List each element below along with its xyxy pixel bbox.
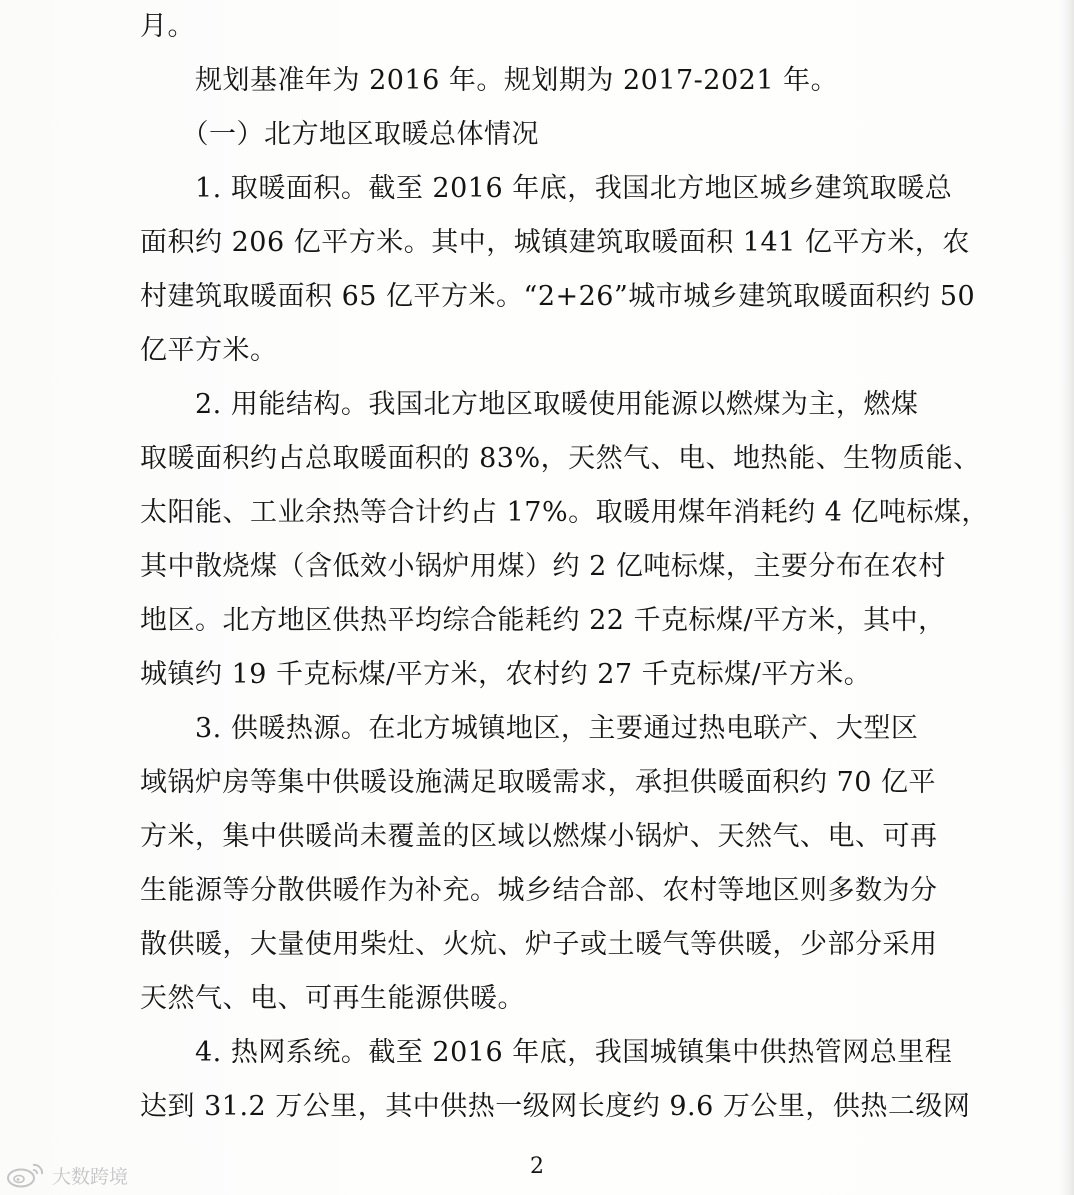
page-edge-shadow (1058, 0, 1074, 1195)
text-line: 取暖面积约占总取暖面积的 83%，天然气、电、地热能、生物质能、 (140, 443, 981, 474)
section-heading: （一）北方地区取暖总体情况 (140, 119, 539, 150)
text-line: 村建筑取暖面积 65 亿平方米。“2+26”城市城乡建筑取暖面积约 50 (140, 281, 976, 312)
text-line: 方米，集中供暖尚未覆盖的区域以燃煤小锅炉、天然气、电、可再 (140, 821, 938, 852)
text-line: 月。 (140, 11, 195, 42)
text-line: 3. 供暖热源。在北方城镇地区，主要通过热电联产、大型区 (140, 713, 919, 744)
text-line: 城镇约 19 千克标煤/平方米，农村约 27 千克标煤/平方米。 (140, 659, 872, 690)
text-line: 太阳能、工业余热等合计约占 17%。取暖用煤年消耗约 4 亿吨标煤， (140, 497, 989, 528)
weibo-style-logo-icon (6, 1162, 46, 1188)
text-line: 4. 热网系统。截至 2016 年底，我国城镇集中供热管网总里程 (140, 1037, 953, 1068)
text-line: 生能源等分散供暖作为补充。城乡结合部、农村等地区则多数为分 (140, 875, 938, 906)
text-line: 2. 用能结构。我国北方地区取暖使用能源以燃煤为主，燃煤 (140, 389, 919, 420)
page-number: 2 (530, 1154, 544, 1179)
text-line: 亿平方米。 (140, 335, 278, 366)
text-line: 面积约 206 亿平方米。其中，城镇建筑取暖面积 141 亿平方米，农 (140, 227, 970, 258)
text-line: 天然气、电、可再生能源供暖。 (140, 983, 525, 1014)
watermark (6, 1160, 128, 1190)
text-line: 达到 31.2 万公里，其中供热一级网长度约 9.6 万公里，供热二级网 (140, 1091, 971, 1122)
text-line: 规划基准年为 2016 年。规划期为 2017-2021 年。 (140, 65, 839, 96)
text-line: 散供暖，大量使用柴灶、火炕、炉子或土暖气等供暖，少部分采用 (140, 929, 938, 960)
watermark-text: 大数跨境 (52, 1165, 129, 1188)
text-line: 1. 取暖面积。截至 2016 年底，我国北方地区城乡建筑取暖总 (140, 173, 953, 204)
text-line: 地区。北方地区供热平均综合能耗约 22 千克标煤/平方米，其中， (140, 605, 946, 636)
text-line: 其中散烧煤（含低效小锅炉用煤）约 2 亿吨标煤，主要分布在农村 (140, 551, 946, 582)
document-body (140, 0, 989, 1134)
text-line: 域锅炉房等集中供暖设施满足取暖需求，承担供暖面积约 70 亿平 (140, 767, 937, 798)
